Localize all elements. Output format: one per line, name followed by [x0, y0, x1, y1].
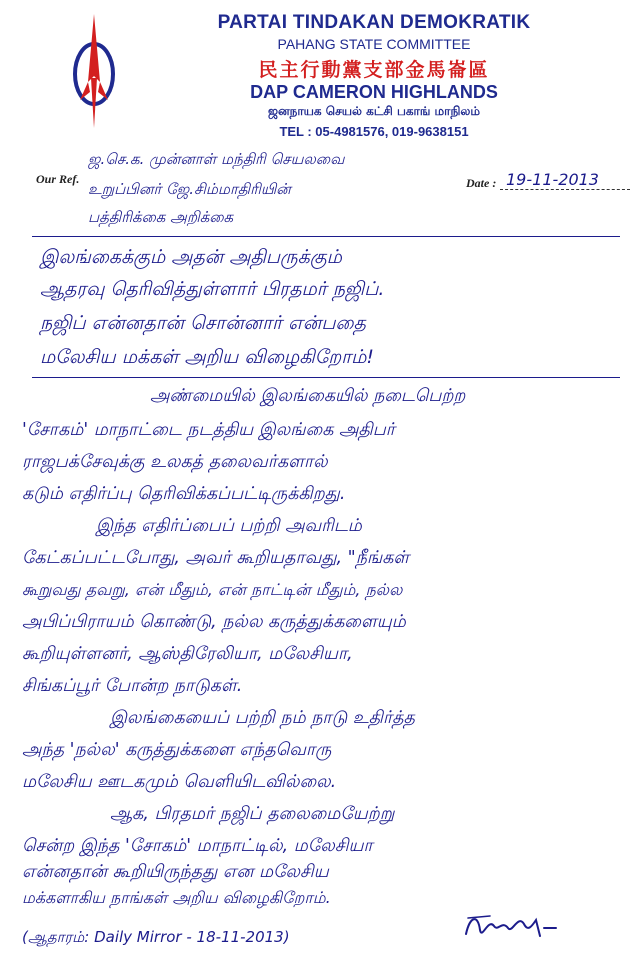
body-line: ராஜபக்சேவுக்கு உலகத் தலைவர்களால் — [22, 452, 328, 472]
subject-line: ஜ.செ.க. முன்னாள் மந்திரி செயலவை — [88, 150, 345, 168]
body-line: மக்களாகிய நாங்கள் அறிய விழைகிறோம். — [22, 888, 331, 907]
chinese-party-name: 民主行動黨支部金馬崙區 — [258, 59, 490, 81]
date-underline — [500, 189, 630, 190]
date-value: 19-11-2013 — [506, 170, 599, 189]
date-label: Date : — [466, 176, 497, 190]
source-citation: (ஆதாரம்: Daily Mirror - 18-11-2013) — [22, 928, 290, 946]
divider — [32, 377, 620, 378]
lead-line: இலங்கைக்கும் அதன் அதிபருக்கும் — [40, 246, 342, 268]
body-line: இலங்கையைப் பற்றி நம் நாடு உதிர்த்த — [110, 708, 415, 728]
lead-line: மலேசிய மக்கள் அறிய விழைகிறோம்! — [40, 346, 375, 368]
body-line: கேட்கப்பட்டபோது, அவர் கூறியதாவது, "நீங்கள் — [22, 548, 410, 568]
body-line: சென்ற இந்த 'சோகம்' மாநாட்டில், மலேசியா — [22, 836, 373, 856]
body-line: கடும் எதிர்ப்பு தெரிவிக்கப்பட்டிருக்கிறது. — [22, 484, 346, 504]
subject-line: உறுப்பினர் ஜே.சிம்மாதிரியின் — [88, 180, 291, 198]
body-line: என்னதான் கூறியிருந்தது என மலேசிய — [22, 862, 329, 882]
body-line: அந்த 'நல்ல' கருத்துக்களை எந்தவொரு — [22, 740, 332, 760]
lead-line: நஜிப் என்னதான் சொன்னார் என்பதை — [40, 312, 366, 334]
branch-name: DAP CAMERON HIGHLANDS — [250, 82, 498, 102]
body-line: ஆக, பிரதமர் நஜிப் தலைமையேற்று — [110, 804, 395, 824]
lead-line: ஆதரவு தெரிவித்துள்ளார் பிரதமர் நஜிப். — [40, 278, 385, 300]
committee-name: PAHANG STATE COMMITTEE — [277, 36, 471, 52]
body-line: 'சோகம்' மாநாட்டை நடத்திய இலங்கை அதிபர் — [22, 420, 395, 440]
telephone-numbers: TEL : 05-4981576, 019-9638151 — [279, 124, 469, 139]
body-line: மலேசிய ஊடகமும் வெளியிடவில்லை. — [22, 772, 337, 792]
our-ref-label: Our Ref. — [36, 172, 80, 186]
subject-line: பத்திரிக்கை அறிக்கை — [88, 208, 234, 226]
body-line: சிங்கப்பூர் போன்ற நாடுகள். — [22, 676, 243, 696]
body-line: கூறியுள்ளனர், ஆஸ்திரேலியா, மலேசியா, — [22, 644, 353, 664]
body-line: இந்த எதிர்ப்பைப் பற்றி அவரிடம் — [96, 516, 362, 536]
body-line: கூறுவது தவறு, என் மீதும், என் நாட்டின் மீதும், நல்ல — [22, 580, 403, 599]
divider — [32, 236, 620, 237]
handwritten-signature — [460, 906, 560, 946]
body-line: அண்மையில் இலங்கையில் நடைபெற்ற — [150, 386, 466, 406]
tamil-party-name: ஜனநாயக செயல் கட்சி பகாங் மாநிலம் — [267, 104, 480, 118]
body-line: அபிப்பிராயம் கொண்டு, நல்ல கருத்துக்களையும் — [22, 612, 406, 632]
party-name: PARTAI TINDAKAN DEMOKRATIK — [217, 12, 531, 33]
